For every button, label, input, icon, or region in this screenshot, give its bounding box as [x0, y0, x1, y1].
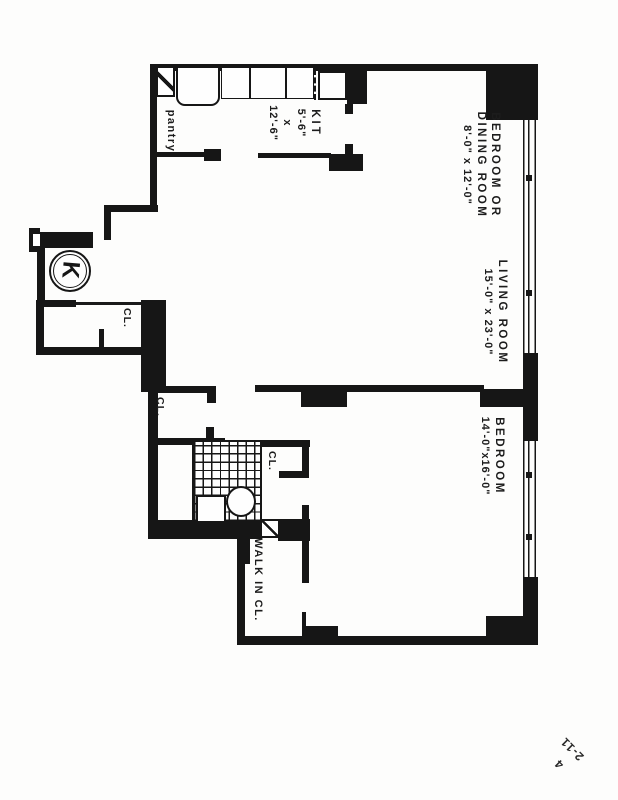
window-mullion — [526, 472, 532, 478]
dishwasher-dashed-line — [314, 69, 316, 100]
wall-segment — [329, 154, 363, 171]
kitchen-counter — [221, 67, 314, 99]
counter-divider — [249, 68, 251, 98]
shaft-with-diagonal — [156, 66, 175, 97]
wall-segment — [37, 246, 45, 303]
window-mullion — [526, 534, 532, 540]
wall-segment — [141, 300, 166, 392]
closet3-label: CL. — [266, 451, 278, 471]
wall-segment — [237, 532, 250, 564]
closet-divider — [99, 329, 104, 348]
bedroom-label-dims: 14'-0"x16'-0" — [479, 416, 491, 496]
entry-door-gap — [33, 234, 40, 246]
stove — [318, 71, 347, 100]
closet1-label: CL. — [121, 308, 133, 328]
kitchen-label-dim3: 12'-6" — [267, 105, 279, 141]
wall-segment — [278, 519, 310, 541]
shaft-with-diagonal — [260, 519, 280, 538]
bedroom-label-name: BEDROOM — [493, 417, 505, 495]
kitchen-label-name: KIT — [309, 109, 321, 137]
wall-segment — [279, 471, 309, 478]
dining-label-line1: BEDROOM OR — [489, 112, 501, 218]
door-jamb — [206, 427, 214, 440]
wall-segment — [36, 347, 146, 355]
wall-segment — [347, 66, 367, 104]
wall-segment — [150, 152, 207, 157]
page-annotation-number: 2-11 — [557, 734, 587, 764]
door-jamb — [345, 104, 353, 114]
kitchen-label-dim2: x — [281, 119, 293, 127]
door-jamb — [207, 386, 216, 403]
window-mullion — [526, 290, 532, 296]
dining-label-dims: 8'-0" x 12'-0" — [461, 125, 473, 205]
bedroom-window — [523, 441, 537, 577]
door-jamb — [345, 144, 353, 155]
wall-segment — [304, 392, 347, 407]
wall-segment — [37, 232, 93, 248]
living-label-name: LIVING ROOM — [496, 259, 508, 365]
refrigerator — [176, 66, 220, 106]
wall-segment — [255, 385, 484, 392]
wall-segment — [523, 353, 538, 441]
vanity-sink — [196, 495, 226, 523]
wall-segment — [237, 564, 245, 645]
kitchen-label-dim1: 5'-6" — [295, 108, 307, 138]
closet-door-line — [76, 302, 148, 305]
pantry-label: pantry — [165, 109, 177, 153]
wall-segment — [523, 577, 538, 621]
wall-segment — [148, 386, 216, 393]
wall-segment — [258, 153, 331, 158]
wall-segment — [204, 149, 221, 161]
living-label-dims: 15'-0" x 23'-0" — [482, 268, 494, 356]
dining-label-line2: DINING ROOM — [475, 111, 487, 219]
k-marker-letter: K — [56, 260, 85, 280]
closet2-label: CL. — [154, 397, 166, 417]
bathtub-circle — [226, 486, 256, 517]
living-room-window — [523, 120, 537, 353]
wall-segment — [104, 205, 111, 240]
wall-segment — [104, 205, 158, 212]
wall-segment — [302, 505, 309, 583]
k-marker-circle — [49, 250, 91, 292]
page-annotation-mark: 4 — [551, 756, 567, 772]
walkin-label: WALK IN CL. — [252, 538, 264, 622]
window-mullion — [526, 175, 532, 181]
counter-divider — [285, 68, 287, 98]
